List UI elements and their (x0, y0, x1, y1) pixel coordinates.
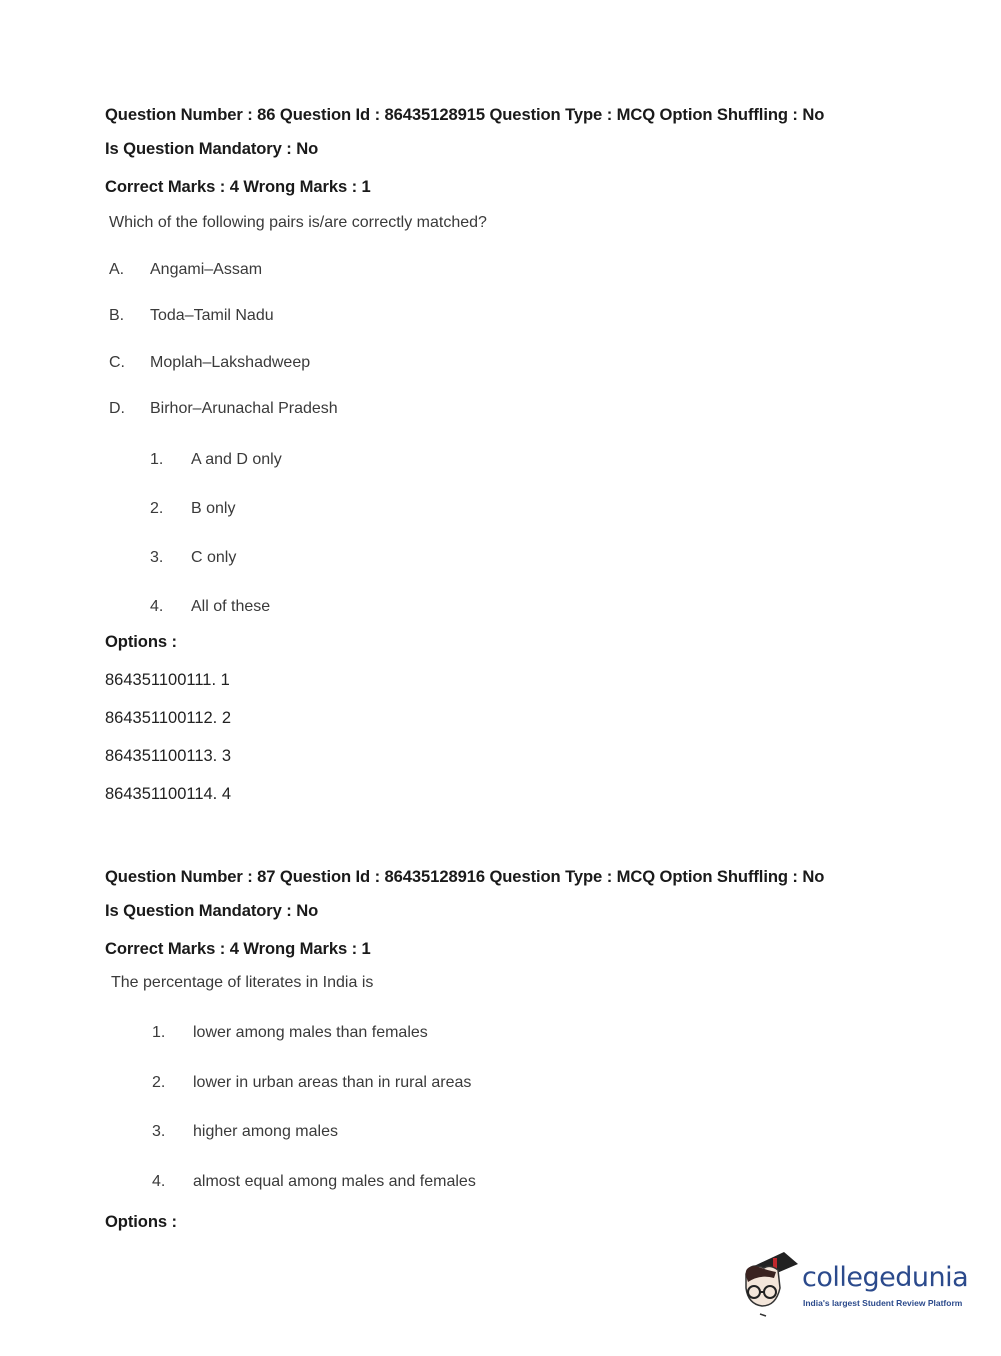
choice-number: 1. (152, 1024, 166, 1041)
pair-key: A. (109, 261, 125, 278)
mascot-icon (740, 1248, 802, 1320)
logo-tagline: India's largest Student Review Platform (803, 1298, 963, 1308)
choice-number: 4. (152, 1173, 166, 1190)
pair-value: Angami–Assam (150, 261, 263, 278)
choice-text: All of these (191, 598, 271, 615)
option-id: 864351100111. 1 (105, 671, 230, 689)
choice-number: 4. (150, 598, 164, 615)
question-mandatory: Is Question Mandatory : No (105, 139, 319, 158)
pair-value: Birhor–Arunachal Pradesh (150, 400, 338, 417)
question-marks: Correct Marks : 4 Wrong Marks : 1 (105, 939, 371, 958)
choice-text: almost equal among males and females (193, 1173, 476, 1190)
choice-text: B only (191, 500, 236, 517)
pair-key: C. (109, 354, 125, 371)
option-id: 864351100112. 2 (105, 709, 232, 727)
choice-number: 3. (150, 549, 164, 566)
question-mandatory: Is Question Mandatory : No (105, 901, 319, 920)
question-text: Which of the following pairs is/are correctly matched? (109, 214, 487, 231)
pair-value: Toda–Tamil Nadu (150, 307, 274, 324)
question-header: Question Number : 86 Question Id : 86435128915 Question Type : MCQ Option Shuffling : No (105, 105, 825, 124)
question-marks: Correct Marks : 4 Wrong Marks : 1 (105, 177, 371, 196)
options-label: Options : (105, 632, 177, 651)
question-text: The percentage of literates in India is (111, 974, 374, 991)
options-label: Options : (105, 1212, 177, 1231)
question-header: Question Number : 87 Question Id : 86435128916 Question Type : MCQ Option Shuffling : No (105, 867, 825, 886)
choice-number: 2. (150, 500, 164, 517)
choice-text: lower in urban areas than in rural areas (193, 1074, 472, 1091)
pair-key: B. (109, 307, 125, 324)
option-id: 864351100114. 4 (105, 785, 232, 803)
choice-text: lower among males than females (193, 1024, 428, 1041)
option-id: 864351100113. 3 (105, 747, 232, 765)
choice-text: A and D only (191, 451, 282, 468)
choice-number: 3. (152, 1123, 166, 1140)
pair-key: D. (109, 400, 125, 417)
choice-text: higher among males (193, 1123, 338, 1140)
choice-number: 1. (150, 451, 164, 468)
choice-number: 2. (152, 1074, 166, 1091)
collegedunia-logo (740, 1248, 970, 1320)
choice-text: C only (191, 549, 237, 566)
pair-value: Moplah–Lakshadweep (150, 354, 311, 371)
logo-brand: collegedunia (802, 1262, 969, 1293)
